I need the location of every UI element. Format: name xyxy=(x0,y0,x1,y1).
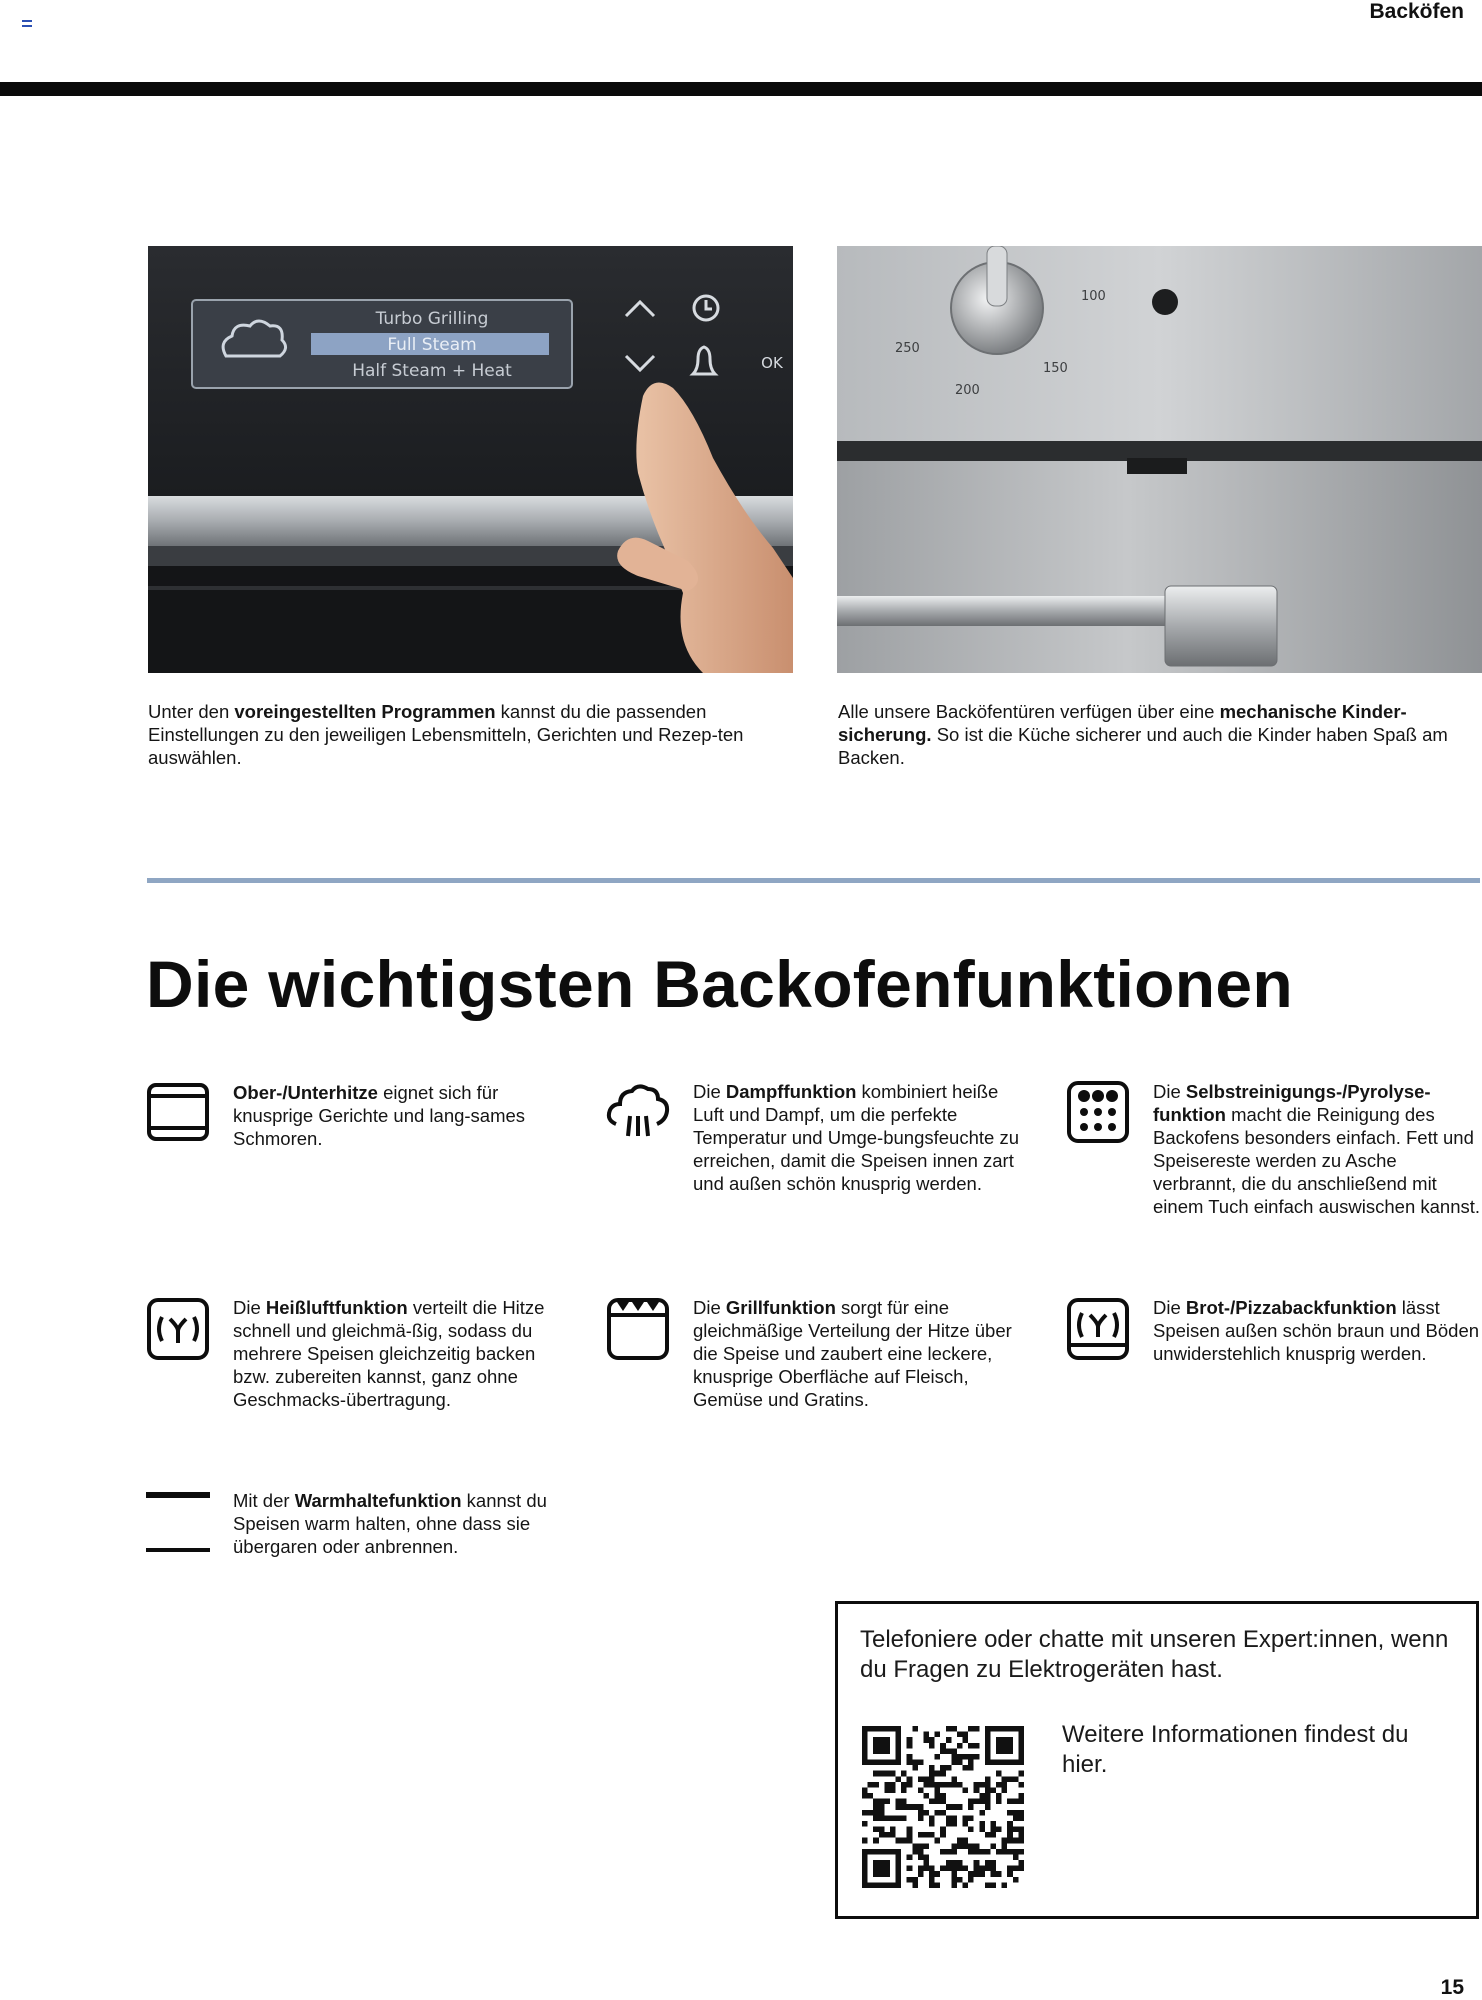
display-line-2: Full Steam xyxy=(387,335,477,355)
oven-door-knob-photo xyxy=(837,246,1482,673)
steam-cloud-icon xyxy=(606,1080,670,1144)
more-info-text: Weitere Informationen findest du hier. xyxy=(1062,1721,1409,1778)
caption-left xyxy=(148,700,778,769)
display-line-3: Half Steam + Heat xyxy=(352,361,512,381)
caption-left-pre: Unter den xyxy=(148,701,235,722)
top-rule xyxy=(0,82,1482,96)
ok-label: OK xyxy=(761,354,783,372)
dial-label-100: 100 xyxy=(1081,289,1106,304)
indicator-light xyxy=(1152,289,1178,315)
caption-right-post: So ist die Küche sicherer und auch die Kinder haben Spaß am Backen. xyxy=(838,724,1448,768)
oven-top-bottom-heat-icon xyxy=(146,1080,210,1144)
feature-text-pizza: Die Brot-/Pizzabackfunktion lässt Speisen außen schön braun und Böden unwiderstehlich knusprig werden. xyxy=(1153,1297,1480,1364)
display-line-1: Turbo Grilling xyxy=(375,309,489,329)
header-section-title: Backöfen xyxy=(1369,0,1464,23)
feature-text-steam: Die Dampffunktion kombiniert heiße Luft und Dampf, um die perfekte Temperatur und Umge-bungsfeuchte zu erreichen, damit die Speisen innen zart und außen schön knusprig werden. xyxy=(693,1081,1019,1194)
pizza-fan-icon xyxy=(1066,1297,1130,1361)
grill-icon xyxy=(606,1297,670,1361)
feature-text-top-bottom-heat: Ober-/Unterhitze eignet sich für knusprige Gerichte und lang-sames Schmoren. xyxy=(233,1082,526,1149)
qr-code[interactable] xyxy=(862,1726,1024,1888)
dial-label-150: 150 xyxy=(1043,361,1068,376)
fan-hot-air-icon xyxy=(146,1297,210,1361)
caption-right-bold: mechanische Kinder-sicherung. xyxy=(838,701,1407,745)
caption-right-pre: Alle unsere Backöfentüren verfügen über eine xyxy=(838,701,1220,722)
feature-text-hot-air: Die Heißluftfunktion verteilt die Hitze schnell und gleichmä-ßig, sodass du mehrere Speisen gleichzeitig backen bzw. zubereiten kannst, ganz ohne Geschmacks-übertragung. xyxy=(233,1297,545,1410)
caption-left-post: kannst du die passenden Einstellungen zu den jeweiligen Lebensmitteln, Gerichten und Rezep-ten auswählen. xyxy=(148,701,744,768)
contact-text: Telefoniere oder chatte mit unseren Expert:innen, wenn du Fragen zu Elektrogeräten hast. xyxy=(860,1626,1449,1683)
oven-control-panel-photo xyxy=(148,246,793,673)
section-title: Die wichtigsten Backofenfunktionen xyxy=(146,947,1293,1021)
section-divider xyxy=(147,878,1480,883)
dial-label-250: 250 xyxy=(895,341,920,356)
feature-text-keep-warm: Mit der Warmhaltefunktion kannst du Speisen warm halten, ohne dass sie übergaren oder anbrennen. xyxy=(233,1490,547,1557)
caption-left-bold: voreingestellten Programmen xyxy=(234,701,496,722)
caption-right xyxy=(838,700,1468,769)
feature-text-grill: Die Grillfunktion sorgt für eine gleichmäßige Verteilung der Hitze über die Speise und zaubert eine leckere, knusprige Oberfläche auf Fleisch, Gemüse und Gratins. xyxy=(693,1297,1012,1410)
pyrolysis-dots-icon xyxy=(1066,1080,1130,1144)
page-number: 15 xyxy=(1440,1976,1464,1999)
keep-warm-icon xyxy=(146,1488,210,1552)
dial-label-200: 200 xyxy=(955,383,980,398)
brand-logo xyxy=(22,20,32,32)
feature-text-pyrolysis: Die Selbstreinigungs-/Pyrolyse-funktion macht die Reinigung des Backofens besonders einfach. Fett und Speisereste werden zu Asche verbrannt, die du anschließend mit einem Tuch einfach auswischen kannst. xyxy=(1153,1081,1481,1217)
